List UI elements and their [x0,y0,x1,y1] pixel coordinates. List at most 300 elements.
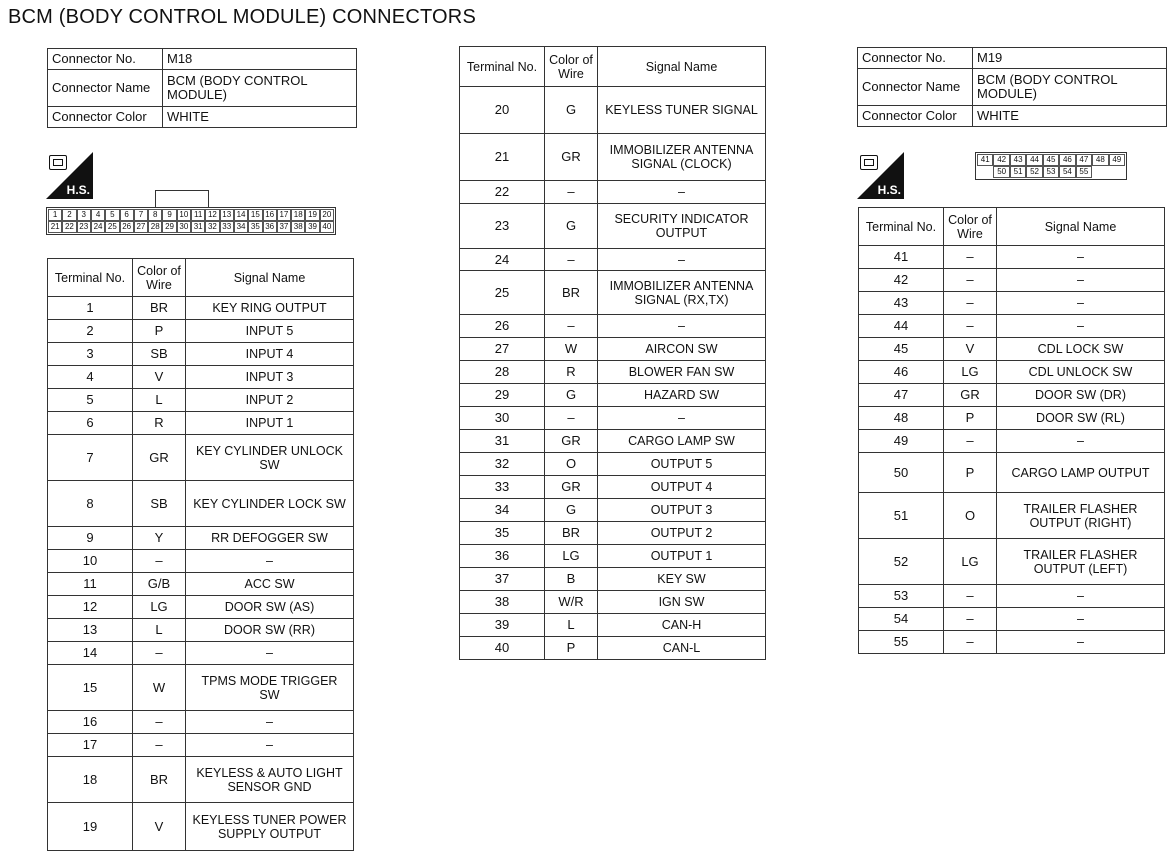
wire-color: L [133,619,186,642]
table-row [460,499,766,522]
terminal: 51 [859,493,944,539]
terminal: 11 [48,573,133,596]
signal-name: – [997,315,1165,338]
signal-name: KEYLESS & AUTO LIGHT SENSOR GND [186,757,354,803]
table-row [859,384,1165,407]
wire-color: G [545,384,598,407]
table-row [48,366,354,389]
connector-info-m18 [47,48,357,128]
table-row [859,608,1165,631]
terminal: 12 [48,596,133,619]
wire-color: LG [545,545,598,568]
wire-color: P [944,453,997,493]
terminal: 46 [859,361,944,384]
signal-name: KEY CYLINDER UNLOCK SW [186,435,354,481]
pin: 31 [191,221,205,233]
table-row [460,181,766,204]
wire-color: P [545,637,598,660]
table-row [460,614,766,637]
terminal: 16 [48,711,133,734]
table-row [859,338,1165,361]
table-row [460,453,766,476]
hs-label: H.S. [66,183,90,197]
signal-name: TRAILER FLASHER OUTPUT (LEFT) [997,539,1165,585]
info-value: M19 [973,48,1167,69]
pin: 30 [177,221,191,233]
pin: 53 [1043,166,1059,178]
info-value: WHITE [973,106,1167,127]
terminal: 1 [48,297,133,320]
signal-name: OUTPUT 5 [598,453,766,476]
table-row [48,757,354,803]
wire-color: – [545,315,598,338]
info-row [48,70,357,107]
hs-label: H.S. [877,183,901,197]
pin: 2 [62,209,76,221]
connector-icon [860,155,878,170]
wire-color: O [545,453,598,476]
table-row [460,476,766,499]
terminal-table-m19 [858,207,1165,654]
pin: 48 [1092,154,1108,166]
connector-info-m19 [857,47,1167,127]
terminal: 26 [460,315,545,338]
wire-color: – [944,585,997,608]
wire-color: – [545,407,598,430]
terminal: 27 [460,338,545,361]
info-value: WHITE [163,107,357,128]
table-row [48,734,354,757]
signal-name: DOOR SW (RR) [186,619,354,642]
header-terminal: Terminal No. [460,47,545,87]
signal-name: CDL LOCK SW [997,338,1165,361]
terminal: 39 [460,614,545,637]
terminal: 13 [48,619,133,642]
signal-name: – [598,249,766,271]
pin: 13 [220,209,234,221]
terminal: 21 [460,134,545,181]
header-terminal: Terminal No. [48,259,133,297]
pin: 21 [48,221,62,233]
header-color: Color of Wire [133,259,186,297]
wire-color: – [944,246,997,269]
wire-color: G [545,87,598,134]
table-row [460,568,766,591]
table-row [460,522,766,545]
terminal: 45 [859,338,944,361]
info-row [858,69,1167,106]
pin: 1 [48,209,62,221]
table-row [859,585,1165,608]
signal-name: – [997,608,1165,631]
table-row [859,631,1165,654]
signal-name: CARGO LAMP OUTPUT [997,453,1165,493]
terminal: 9 [48,527,133,550]
terminal: 53 [859,585,944,608]
terminal: 6 [48,412,133,435]
pin: 29 [162,221,176,233]
pin: 23 [77,221,91,233]
pin: 37 [277,221,291,233]
connector-icon [49,155,67,170]
signal-name: INPUT 1 [186,412,354,435]
wire-color: BR [133,297,186,320]
page-title: BCM (BODY CONTROL MODULE) CONNECTORS [8,6,476,28]
terminal: 42 [859,269,944,292]
info-row [858,106,1167,127]
table-row [48,803,354,851]
info-key: Connector No. [858,48,973,69]
wire-color: P [944,407,997,430]
header-row [460,47,766,87]
pin: 26 [120,221,134,233]
terminal: 28 [460,361,545,384]
table-row [460,87,766,134]
terminal-table-m18-part1 [47,258,354,851]
terminal: 30 [460,407,545,430]
wire-color: – [944,315,997,338]
pin: 51 [1010,166,1026,178]
terminal: 22 [460,181,545,204]
pin: 24 [91,221,105,233]
signal-name: CDL UNLOCK SW [997,361,1165,384]
signal-name: – [598,407,766,430]
header-row [48,259,354,297]
signal-name: IGN SW [598,591,766,614]
table-row [460,315,766,338]
table-row [859,493,1165,539]
header-color: Color of Wire [545,47,598,87]
table-row [460,249,766,271]
harness-side-badge-m19 [857,152,904,199]
terminal: 38 [460,591,545,614]
signal-name: TPMS MODE TRIGGER SW [186,665,354,711]
info-value: BCM (BODY CONTROL MODULE) [163,70,357,107]
terminal: 49 [859,430,944,453]
terminal: 37 [460,568,545,591]
signal-name: – [186,711,354,734]
terminal: 23 [460,204,545,249]
terminal: 25 [460,271,545,315]
signal-name: KEY SW [598,568,766,591]
wire-color: – [944,631,997,654]
terminal: 32 [460,453,545,476]
terminal: 29 [460,384,545,407]
signal-name: OUTPUT 3 [598,499,766,522]
table-row [48,412,354,435]
pin: 50 [993,166,1009,178]
signal-name: KEY RING OUTPUT [186,297,354,320]
terminal: 33 [460,476,545,499]
wire-color: L [545,614,598,637]
wire-color: G [545,499,598,522]
header-signal: Signal Name [997,208,1165,246]
pin: 41 [977,154,993,166]
header-row [859,208,1165,246]
pin: 54 [1059,166,1075,178]
info-row [858,48,1167,69]
signal-name: DOOR SW (AS) [186,596,354,619]
terminal: 19 [48,803,133,851]
terminal-table-m18-part2 [459,46,766,660]
pin: 35 [248,221,262,233]
table-row [859,246,1165,269]
table-row [460,361,766,384]
terminal: 48 [859,407,944,430]
table-row [859,292,1165,315]
table-row [48,435,354,481]
wire-color: R [545,361,598,384]
pin: 46 [1059,154,1075,166]
signal-name: – [186,734,354,757]
pin: 32 [205,221,219,233]
pin: 49 [1109,154,1125,166]
table-row [48,573,354,596]
wire-color: O [944,493,997,539]
wire-color: – [944,292,997,315]
info-value: M18 [163,49,357,70]
wire-color: G/B [133,573,186,596]
pin: 34 [234,221,248,233]
table-row [48,619,354,642]
info-value: BCM (BODY CONTROL MODULE) [973,69,1167,106]
table-row [859,430,1165,453]
signal-name: – [186,642,354,665]
table-row [48,642,354,665]
signal-name: RR DEFOGGER SW [186,527,354,550]
terminal: 52 [859,539,944,585]
pin: 19 [305,209,319,221]
signal-name: KEY CYLINDER LOCK SW [186,481,354,527]
signal-name: TRAILER FLASHER OUTPUT (RIGHT) [997,493,1165,539]
terminal: 3 [48,343,133,366]
wire-color: BR [545,271,598,315]
pin: 22 [62,221,76,233]
table-row [859,361,1165,384]
terminal: 14 [48,642,133,665]
table-row [48,343,354,366]
table-row [460,338,766,361]
header-color: Color of Wire [944,208,997,246]
table-row [859,453,1165,493]
pin: 18 [291,209,305,221]
signal-name: OUTPUT 4 [598,476,766,499]
wire-color: L [133,389,186,412]
signal-name: INPUT 5 [186,320,354,343]
pin: 8 [148,209,162,221]
terminal: 4 [48,366,133,389]
info-key: Connector Name [48,70,163,107]
signal-name: HAZARD SW [598,384,766,407]
signal-name: KEYLESS TUNER SIGNAL [598,87,766,134]
table-row [48,297,354,320]
signal-name: – [598,315,766,338]
table-row [48,711,354,734]
terminal: 36 [460,545,545,568]
signal-name: – [598,181,766,204]
connector-latch [155,190,209,207]
terminal: 2 [48,320,133,343]
pin: 10 [177,209,191,221]
signal-name: IMMOBILIZER ANTENNA SIGNAL (CLOCK) [598,134,766,181]
wire-color: – [133,734,186,757]
wire-color: GR [944,384,997,407]
wire-color: BR [133,757,186,803]
wire-color: SB [133,481,186,527]
wire-color: LG [944,361,997,384]
wire-color: – [133,550,186,573]
terminal: 24 [460,249,545,271]
table-row [48,527,354,550]
table-row [460,430,766,453]
pin: 9 [162,209,176,221]
signal-name: – [186,550,354,573]
signal-name: ACC SW [186,573,354,596]
signal-name: BLOWER FAN SW [598,361,766,384]
header-signal: Signal Name [186,259,354,297]
info-row [48,49,357,70]
signal-name: – [997,430,1165,453]
table-row [460,545,766,568]
pin: 6 [120,209,134,221]
table-row [460,204,766,249]
connector-face-m18 [46,207,336,235]
terminal: 54 [859,608,944,631]
signal-name: INPUT 3 [186,366,354,389]
terminal: 47 [859,384,944,407]
table-row [460,134,766,181]
table-row [460,271,766,315]
wire-color: GR [133,435,186,481]
signal-name: KEYLESS TUNER POWER SUPPLY OUTPUT [186,803,354,851]
wire-color: – [133,642,186,665]
terminal: 31 [460,430,545,453]
info-key: Connector Name [858,69,973,106]
signal-name: – [997,246,1165,269]
pin: 44 [1026,154,1042,166]
signal-name: – [997,631,1165,654]
signal-name: DOOR SW (RL) [997,407,1165,430]
pin: 17 [277,209,291,221]
table-row [48,665,354,711]
pin-blank [977,166,993,178]
table-row [460,384,766,407]
pin: 4 [91,209,105,221]
terminal: 34 [460,499,545,522]
header-signal: Signal Name [598,47,766,87]
wire-color: – [133,711,186,734]
terminal: 44 [859,315,944,338]
pin: 47 [1076,154,1092,166]
table-row [48,481,354,527]
table-row [48,596,354,619]
signal-name: OUTPUT 1 [598,545,766,568]
signal-name: CARGO LAMP SW [598,430,766,453]
wire-color: LG [944,539,997,585]
wire-color: GR [545,134,598,181]
pin: 43 [1010,154,1026,166]
table-row [460,591,766,614]
info-row [48,107,357,128]
table-row [48,389,354,412]
pin: 5 [105,209,119,221]
table-row [859,315,1165,338]
signal-name: OUTPUT 2 [598,522,766,545]
wire-color: B [545,568,598,591]
info-key: Connector Color [48,107,163,128]
pin: 45 [1043,154,1059,166]
terminal: 20 [460,87,545,134]
wire-color: R [133,412,186,435]
wire-color: Y [133,527,186,550]
table-row [859,407,1165,430]
terminal: 17 [48,734,133,757]
pin: 14 [234,209,248,221]
wire-color: GR [545,430,598,453]
pin: 20 [320,209,334,221]
pin: 25 [105,221,119,233]
terminal: 55 [859,631,944,654]
wire-color: V [133,366,186,389]
wire-color: V [133,803,186,851]
pin: 12 [205,209,219,221]
wire-color: W [133,665,186,711]
table-row [48,320,354,343]
wire-color: W/R [545,591,598,614]
pin: 7 [134,209,148,221]
terminal: 10 [48,550,133,573]
pin: 36 [263,221,277,233]
pin: 42 [993,154,1009,166]
terminal: 43 [859,292,944,315]
wire-color: GR [545,476,598,499]
wire-color: G [545,204,598,249]
terminal: 15 [48,665,133,711]
info-key: Connector Color [858,106,973,127]
signal-name: AIRCON SW [598,338,766,361]
signal-name: CAN-L [598,637,766,660]
harness-side-badge-m18 [46,152,93,199]
wire-color: LG [133,596,186,619]
signal-name: INPUT 4 [186,343,354,366]
connector-face-m19 [975,152,1127,180]
pin: 16 [263,209,277,221]
terminal: 35 [460,522,545,545]
signal-name: IMMOBILIZER ANTENNA SIGNAL (RX,TX) [598,271,766,315]
wire-color: – [545,181,598,204]
wire-color: W [545,338,598,361]
pin: 3 [77,209,91,221]
pin: 27 [134,221,148,233]
table-row [460,637,766,660]
terminal: 8 [48,481,133,527]
header-terminal: Terminal No. [859,208,944,246]
pin: 52 [1026,166,1042,178]
wire-color: V [944,338,997,361]
pin: 40 [320,221,334,233]
wire-color: – [944,269,997,292]
signal-name: – [997,269,1165,292]
pin: 28 [148,221,162,233]
pin: 38 [291,221,305,233]
signal-name: CAN-H [598,614,766,637]
wire-color: BR [545,522,598,545]
wire-color: P [133,320,186,343]
terminal: 7 [48,435,133,481]
wire-color: – [944,608,997,631]
pin: 11 [191,209,205,221]
pin: 55 [1076,166,1092,178]
